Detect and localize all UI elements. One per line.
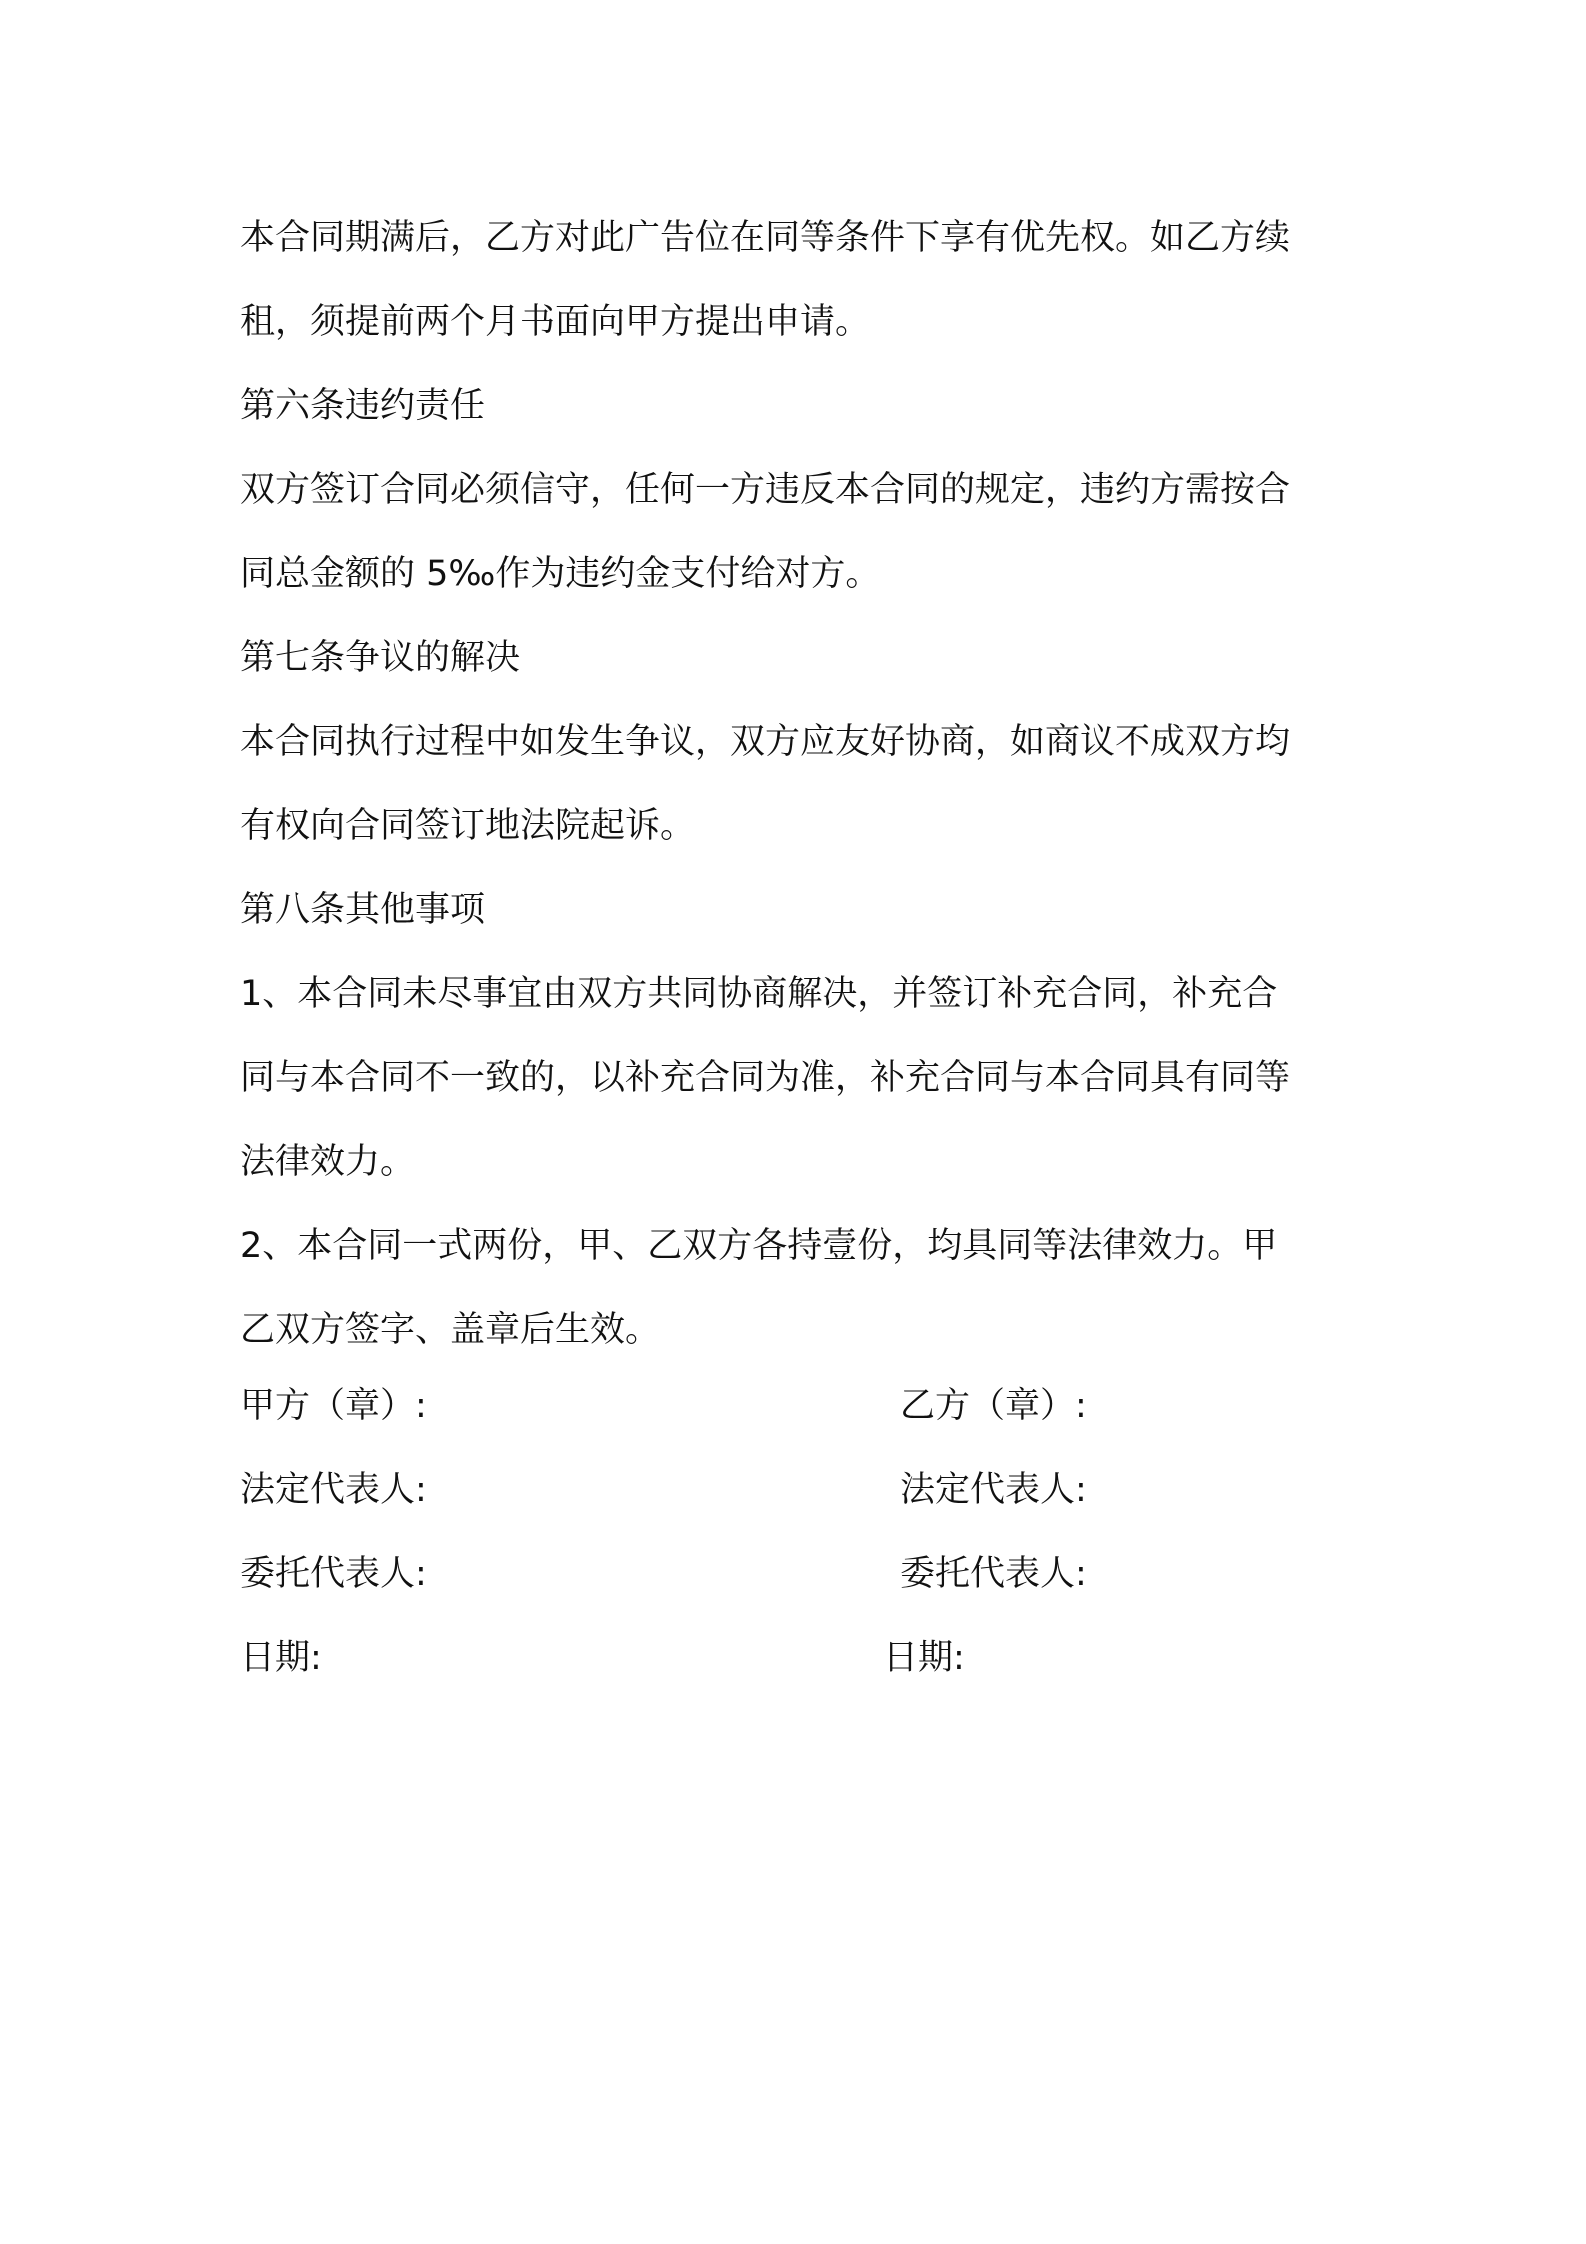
party-b-date-label: 日期: [883,1638,965,1678]
party-b-legal-rep-label: 法定代表人: [900,1470,1087,1510]
party-a-authorized-rep-label: 委托代表人: [240,1554,427,1594]
paragraph-line: 同总金额的 5‰作为违约金支付给对方。 [240,554,881,594]
signature-row-date [240,1616,1350,1700]
party-a-seal-label: 甲方（章）: [240,1386,427,1426]
party-a-legal-rep-label: 法定代表人: [240,1470,427,1510]
paragraph-line: 法律效力。 [240,1142,416,1182]
paragraph-line: 1、本合同未尽事宜由双方共同协商解决，并签订补充合同，补充合 [240,974,1278,1014]
paragraph-line: 租，须提前两个月书面向甲方提出申请。 [240,302,871,342]
paragraph-line: 双方签订合同必须信守，任何一方违反本合同的规定，违约方需按合 [240,470,1291,510]
party-a-date-label: 日期: [240,1638,322,1678]
paragraph-line: 同与本合同不一致的，以补充合同为准，补充合同与本合同具有同等 [240,1058,1291,1098]
paragraph-line: 本合同执行过程中如发生争议，双方应友好协商，如商议不成双方均 [240,722,1291,762]
paragraph-line: 本合同期满后，乙方对此广告位在同等条件下享有优先权。如乙方续 [240,218,1291,258]
signature-row-seal [240,1364,1350,1448]
signature-row-authorized-rep [240,1532,1350,1616]
section-heading: 第八条其他事项 [240,890,486,930]
party-b-authorized-rep-label: 委托代表人: [900,1554,1087,1594]
section-heading: 第六条违约责任 [240,386,486,426]
section-heading: 第七条争议的解决 [240,638,521,678]
paragraph-line: 有权向合同签订地法院起诉。 [240,806,696,846]
signature-block [240,1364,1350,1700]
signature-row-legal-rep [240,1448,1350,1532]
party-b-seal-label: 乙方（章）: [900,1386,1087,1426]
paragraph-line: 2、本合同一式两份，甲、乙双方各持壹份，均具同等法律效力。甲 [240,1226,1278,1266]
paragraph-line: 乙双方签字、盖章后生效。 [240,1310,661,1350]
contract-body [240,196,1350,1372]
